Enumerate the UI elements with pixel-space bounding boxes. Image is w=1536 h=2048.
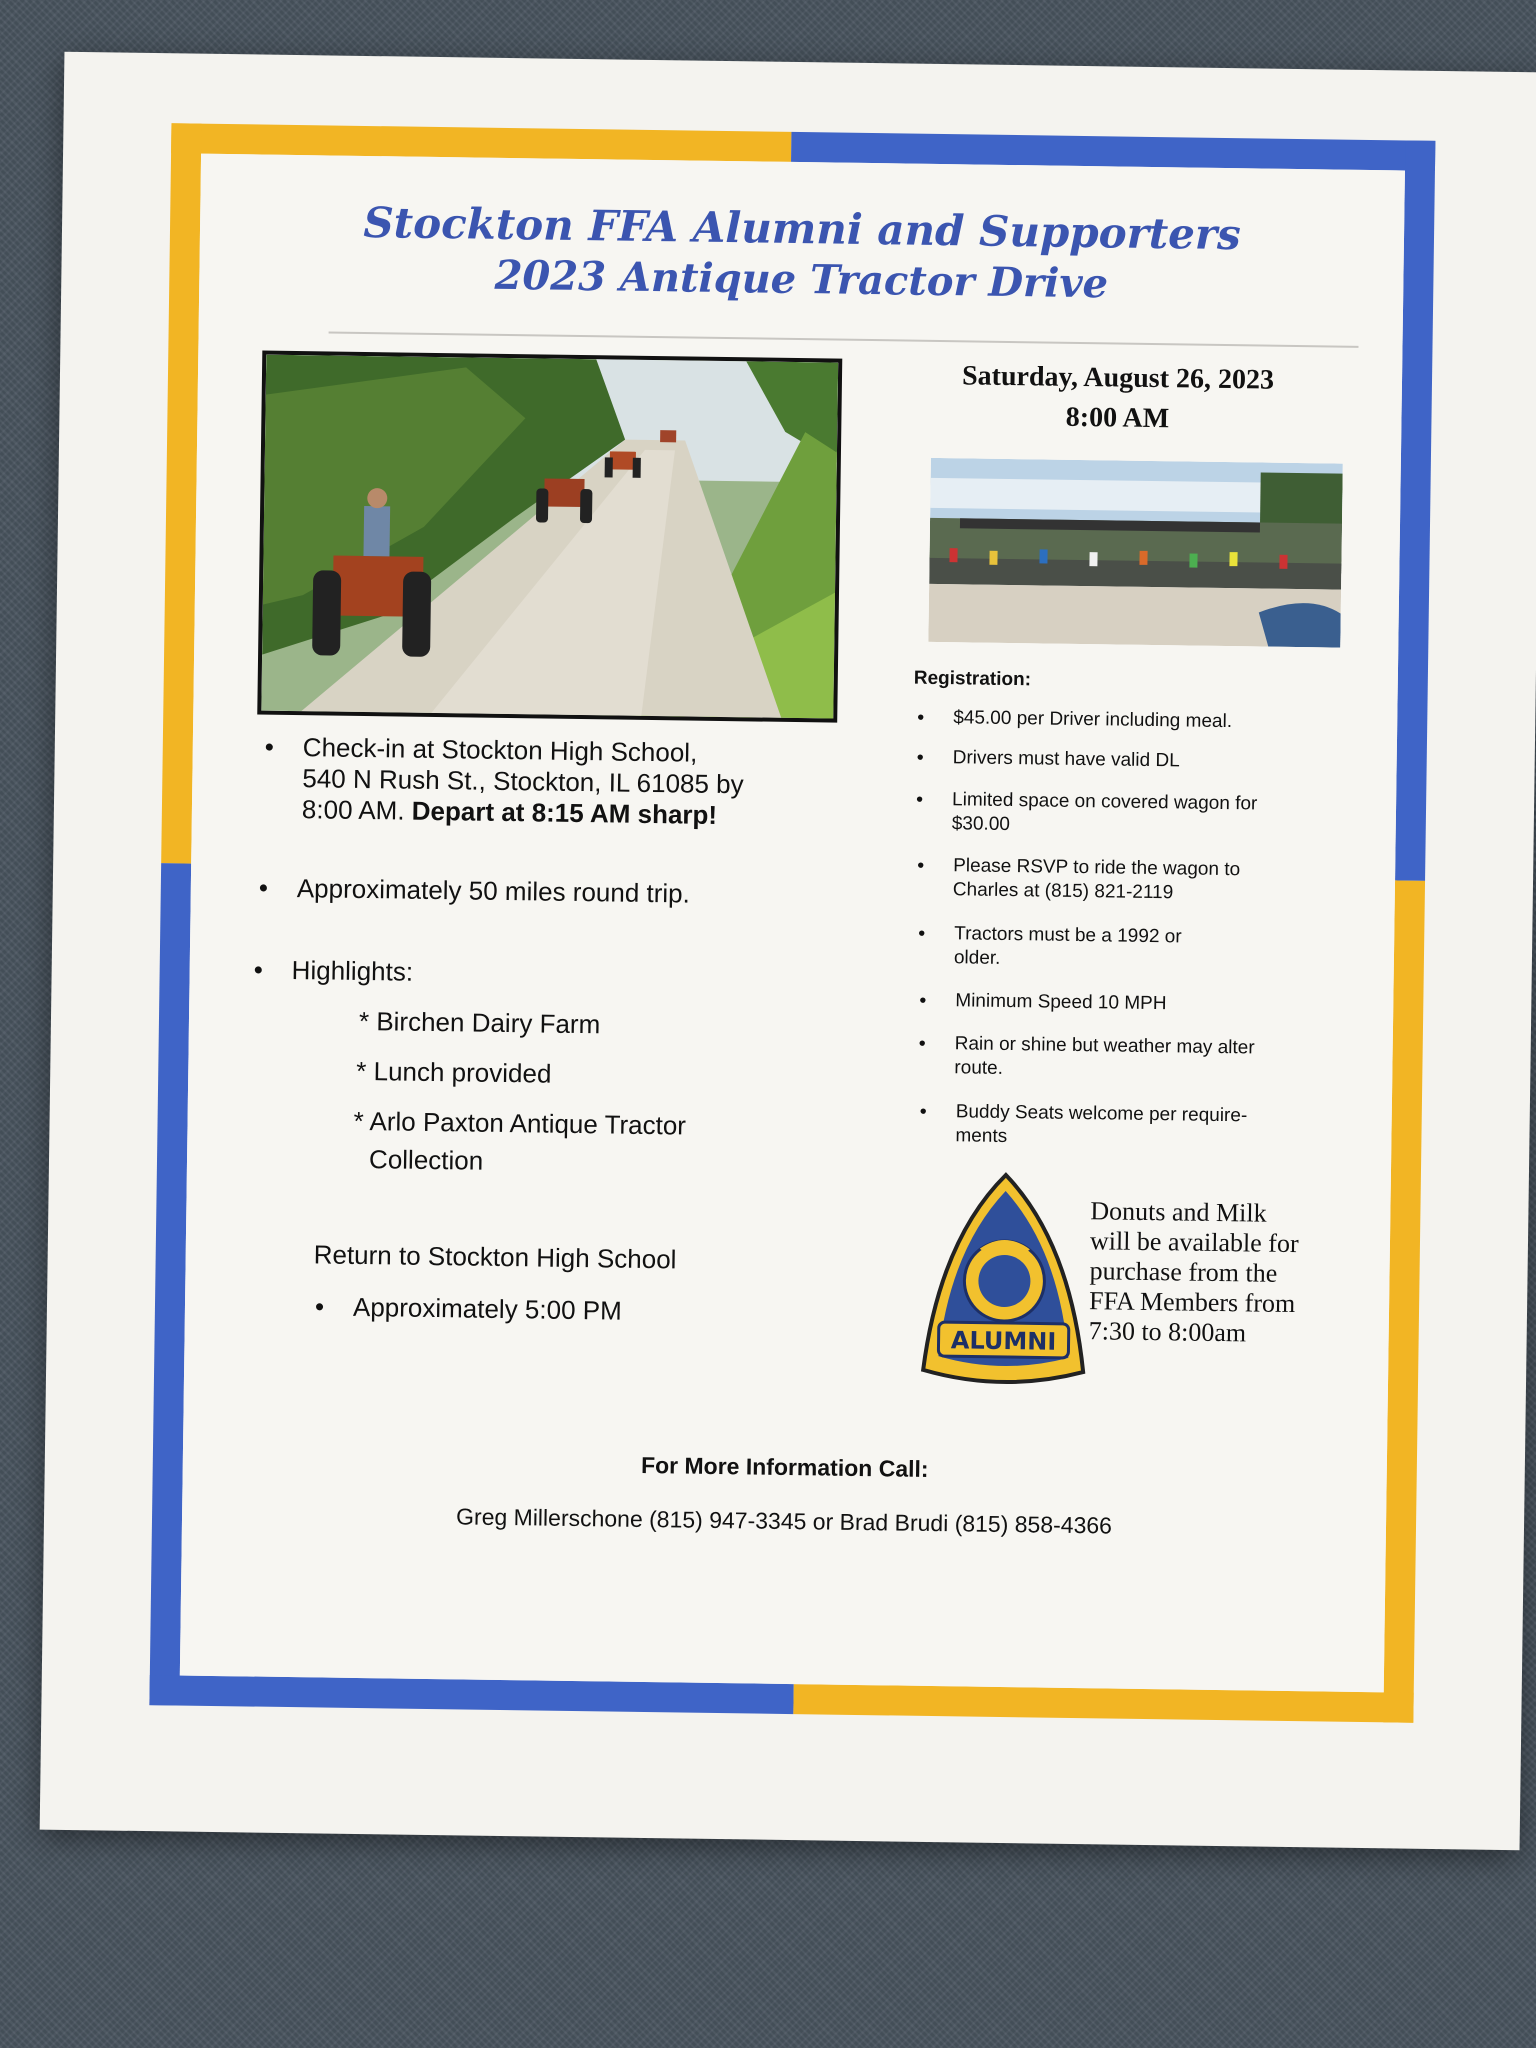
registration-line: ments [955, 1125, 1008, 1148]
registration-item: • Minimum Speed 10 MPH [955, 990, 1166, 1015]
logo-text: ALUMNI [950, 1326, 1057, 1356]
title-line-1: Stockton FFA Alumni and Supporters [363, 197, 1242, 260]
registration-line: Charles at (815) 821-2119 [952, 879, 1174, 904]
highlight-item: * Arlo Paxton Antique Tractor [353, 1105, 687, 1141]
highlight-item: * Lunch provided [356, 1055, 552, 1089]
registration-item [952, 788, 1258, 840]
return-time: • Approximately 5:00 PM [353, 1292, 622, 1327]
donuts-note [1089, 1196, 1300, 1349]
donuts-line: purchase from the [1089, 1256, 1278, 1288]
donuts-line: FFA Members from [1088, 1286, 1296, 1319]
registration-item [955, 1100, 1247, 1152]
highlight-item-continued: Collection [368, 1144, 484, 1176]
registration-label: Registration: [913, 667, 1032, 691]
checkin-item [302, 732, 745, 831]
registration-line: • Please RSVP to ride the wagon to [953, 855, 1241, 881]
registration-item: • Drivers must have valid DL [953, 747, 1180, 772]
registration-line: older. [953, 947, 1001, 969]
event-time: 8:00 AM [1065, 401, 1170, 435]
ffa-alumni-logo [918, 1170, 1091, 1388]
checkin-line-1: • Check-in at Stockton High School, [302, 732, 698, 768]
checkin-time: 8:00 AM. [301, 794, 405, 826]
title-line-2: 2023 Antique Tractor Drive [494, 251, 1109, 308]
title-divider [329, 331, 1359, 347]
donuts-line: Donuts and Milk [1090, 1196, 1267, 1228]
registration-item: • $45.00 per Driver including meal. [953, 707, 1232, 733]
registration-line: route. [954, 1057, 1004, 1079]
flyer-paper [40, 52, 1536, 1850]
highlight-item: * Birchen Dairy Farm [358, 1005, 601, 1040]
flyer-content [180, 154, 1405, 1693]
donuts-line: 7:30 to 8:00am [1088, 1316, 1247, 1348]
registration-line: • Tractors must be a 1992 or [954, 923, 1182, 948]
event-date: Saturday, August 26, 2023 [961, 360, 1275, 396]
group-photo [928, 458, 1343, 648]
checkin-line-2: 540 N Rush St., Stockton, IL 61085 by [302, 763, 744, 800]
registration-line: • Buddy Seats welcome per require- [955, 1101, 1248, 1127]
donuts-line: will be available for [1089, 1226, 1299, 1259]
tractor-road-photo [257, 351, 842, 723]
contact-label: For More Information Call: [640, 1451, 929, 1482]
checkin-line-3 [302, 794, 744, 831]
depart-time: Depart at 8:15 AM sharp! [411, 795, 718, 830]
registration-item [954, 1032, 1255, 1084]
registration-line: $30.00 [951, 813, 1011, 836]
registration-line: • Limited space on covered wagon for [951, 789, 1258, 815]
contact-line: Greg Millerschone (815) 947-3345 or Brad Brudi (815) 858-4366 [455, 1503, 1113, 1539]
return-label: Return to Stockton High School [313, 1239, 677, 1275]
highlights-label: • Highlights: [291, 955, 413, 988]
registration-item [953, 854, 1241, 906]
distance-item: • Approximately 50 miles round trip. [297, 873, 690, 909]
registration-item [954, 922, 1182, 973]
registration-line: • Rain or shine but weather may alter [954, 1033, 1255, 1059]
